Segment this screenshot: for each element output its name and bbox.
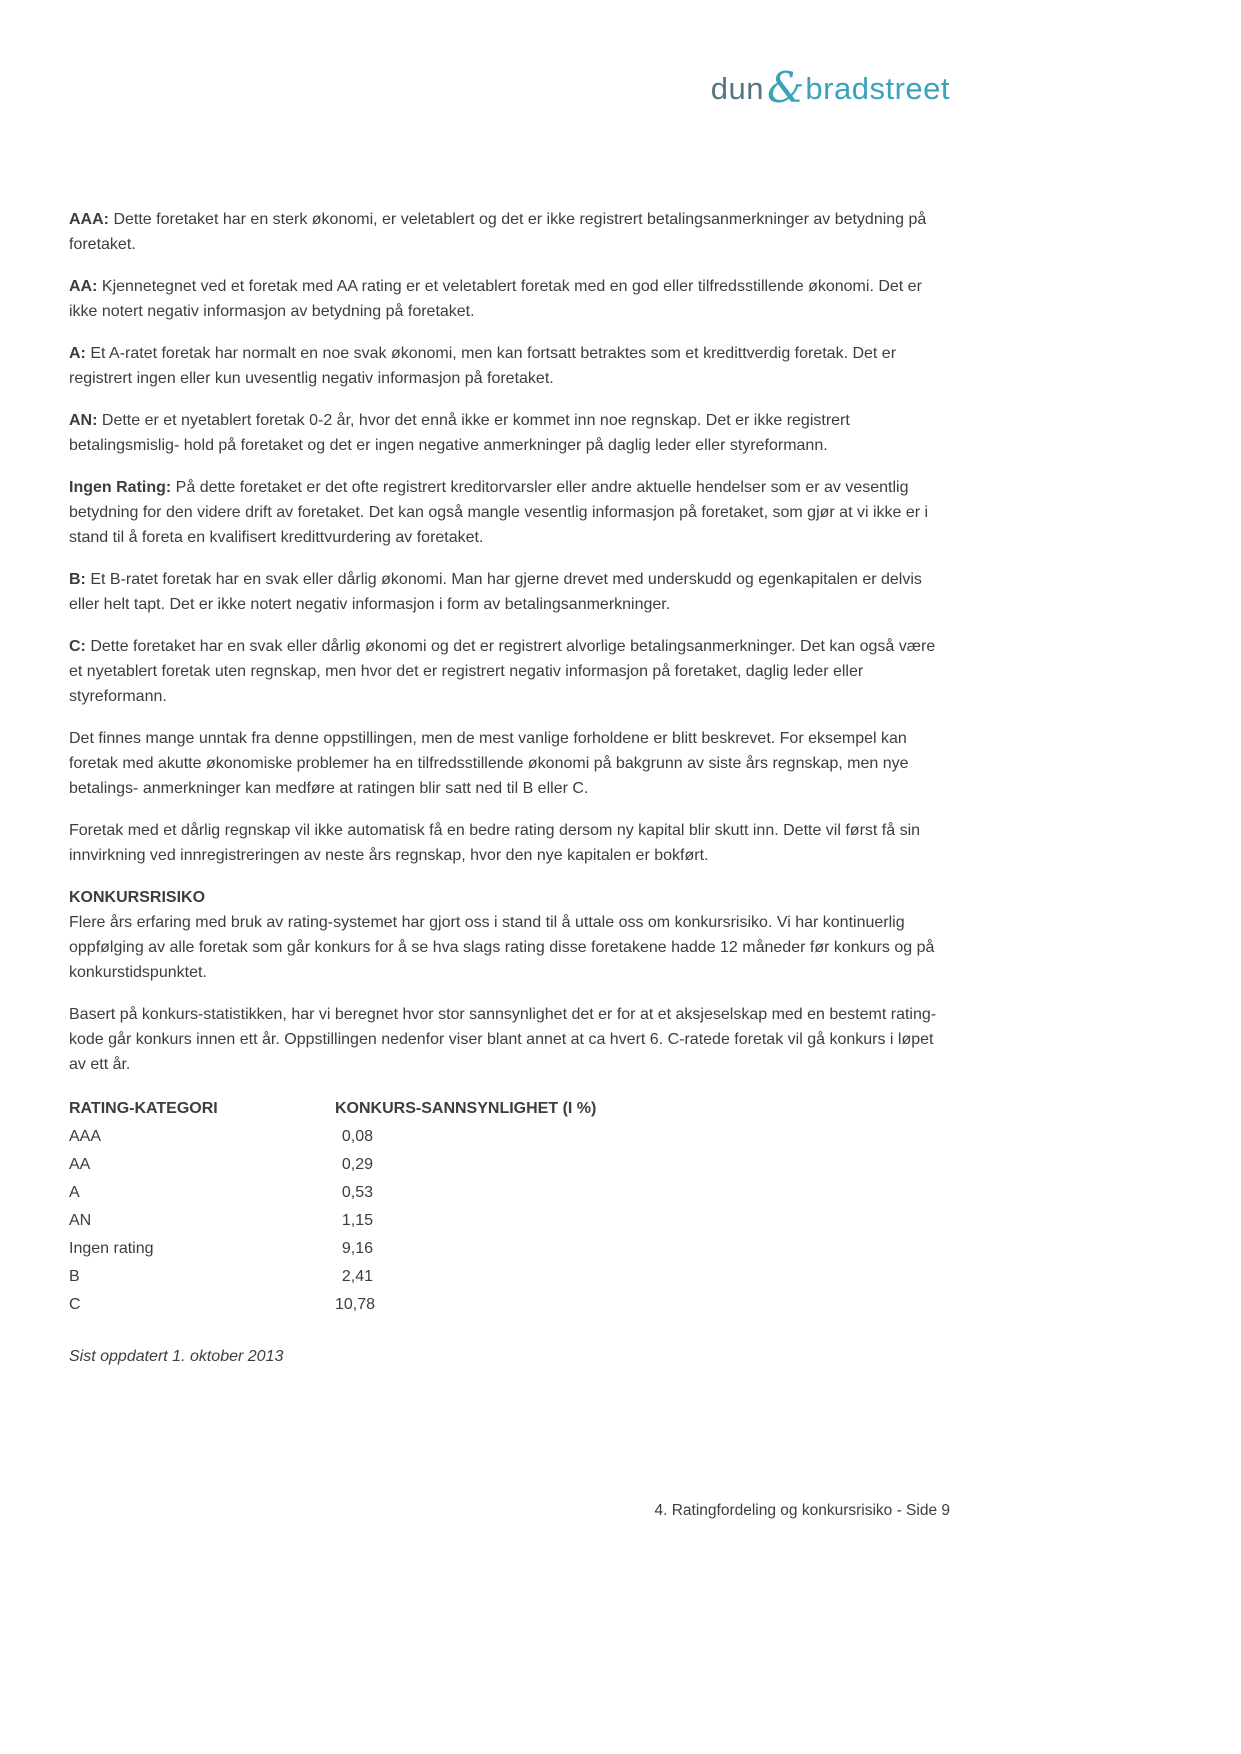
rating-text-ingen-rating: På dette foretaket er det ofte registrert kreditorvarsler eller andre aktuelle hendelser som er av vesentlig betydning for den videre drift av foretaket. Det kan også mangle vesentlig informasjon på foretaket, som gjør at vi ikke er i stand til å foreta en kvalifisert kredittvurdering av foretaket. [69,479,929,546]
rating-definition-b [69,567,950,617]
cell-value: 0,29 [341,1155,373,1173]
capital-note-paragraph: Foretak med et dårlig regnskap vil ikke automatisk få en bedre rating dersom ny kapital blir skutt inn. Dette vil først få sin innvirkning ved innregistreringen av neste års regnskap, hvor den nye kapitalen er bokført. [69,822,921,864]
cell-category: AN [69,1211,92,1229]
rating-definition-c [69,634,950,709]
konkursrisiko-heading: KONKURSRISIKO [69,889,206,906]
rating-label-a: A: [69,345,86,362]
cell-value: 1,15 [341,1211,373,1229]
table-row-an [69,1206,596,1234]
last-updated-note: Sist oppdatert 1. oktober 2013 [69,1348,284,1365]
cell-value: 10,78 [335,1295,376,1313]
cell-value: 0,53 [341,1183,373,1201]
cell-category: AAA [69,1127,102,1145]
rating-definition-ingen-rating [69,475,950,550]
cell-value: 9,16 [341,1239,373,1257]
konkursrisiko-paragraph-1: Flere års erfaring med bruk av rating-systemet har gjort oss i stand til å uttale oss om konkursrisiko. Vi har kontinuerlig oppfølging av alle foretak som går konkurs for å se hva slags rating disse foretakene hadde 12 måneder før konkurs og på konkurstidspunktet. [69,914,935,981]
content-column [69,0,950,1369]
rating-text-c: Dette foretaket har en svak eller dårlig økonomi og det er registrert alvorlige betalingsanmerkninger. Det kan også være et nyetablert foretak uten regnskap, men hvor det er registrert negativ informasjon på foretaket, daglig leder eller styreformann. [69,638,936,705]
rating-label-c: C: [69,638,86,655]
page-footer: 4. Ratingfordeling og konkursrisiko - Side 9 [654,1502,950,1519]
logo-text-dun: dun [710,71,765,106]
brand-logo [69,0,950,112]
rating-text-aaa: Dette foretaket har en sterk økonomi, er veletablert og det er ikke registrert betalingsanmerkninger av betydning på foretaket. [69,211,927,253]
table-header-row [69,1094,596,1122]
rating-probability-table [69,1094,596,1318]
cell-category: AA [69,1155,91,1173]
logo-ampersand-icon: & [767,63,805,112]
rating-label-aaa: AAA: [69,211,109,228]
column-header-konkurs-sannsynlighet: KONKURS-SANNSYNLIGHET (I %) [335,1099,597,1117]
cell-value: 2,41 [341,1267,373,1285]
rating-label-ingen-rating: Ingen Rating: [69,479,172,496]
rating-text-a: Et A-ratet foretak har normalt en noe svak økonomi, men kan fortsatt betraktes som et kredittverdig foretak. Det er registrert ingen eller kun uvesentlig negativ informasjon på foretaket. [69,345,897,387]
konkursrisiko-paragraph-2: Basert på konkurs-statistikken, har vi beregnet hvor stor sannsynlighet det er for at et aksjeselskap med en bestemt rating-kode går konkurs innen ett år. Oppstillingen nedenfor viser blant annet at ca hvert 6. C-ratede foretak vil gå konkurs i løpet av ett år. [69,1006,937,1073]
cell-category: Ingen rating [69,1239,154,1257]
cell-value: 0,08 [341,1127,373,1145]
rating-definition-a [69,341,950,391]
document-body [69,108,950,1369]
cell-category: A [69,1183,80,1201]
rating-text-aa: Kjennetegnet ved et foretak med AA rating er et veletablert foretak med en god eller tilfredsstillende økonomi. Det er ikke notert negativ informasjon av betydning på foretaket. [69,278,922,320]
rating-definition-aa [69,274,950,324]
cell-category: C [69,1295,81,1313]
table-row-b [69,1262,596,1290]
exceptions-note-paragraph: Det finnes mange unntak fra denne oppstillingen, men de mest vanlige forholdene er blitt beskrevet. For eksempel kan foretak med akutte økonomiske problemer ha en tilfredsstillende økonomi på bakgrunn av siste års regnskap, men nye betalings- anmerkninger kan medføre at ratingen blir satt ned til B eller C. [69,730,909,797]
table-row-c [69,1290,596,1318]
rating-text-b: Et B-ratet foretak har en svak eller dårlig økonomi. Man har gjerne drevet med underskudd og egenkapitalen er delvis eller helt tapt. Det er ikke notert negativ informasjon i form av betalingsanmerkninger. [69,571,922,613]
rating-definition-aaa [69,207,950,257]
cell-category: B [69,1267,80,1285]
column-header-rating-kategori: RATING-KATEGORI [69,1099,218,1117]
rating-definition-an [69,408,950,458]
table-row-aa [69,1150,596,1178]
table-row-a [69,1178,596,1206]
rating-label-b: B: [69,571,86,588]
table-row-ingen-rating [69,1234,596,1262]
rating-text-an: Dette er et nyetablert foretak 0-2 år, hvor det ennå ikke er kommet inn noe regnskap. Det er ikke registrert betalingsmislig- hold på foretaket og det er ingen negative anmerkninger på daglig leder eller styreformann. [69,412,850,454]
rating-label-an: AN: [69,412,98,429]
table-row-aaa [69,1122,596,1150]
logo-text-bradstreet: bradstreet [805,71,950,106]
rating-label-aa: AA: [69,278,98,295]
